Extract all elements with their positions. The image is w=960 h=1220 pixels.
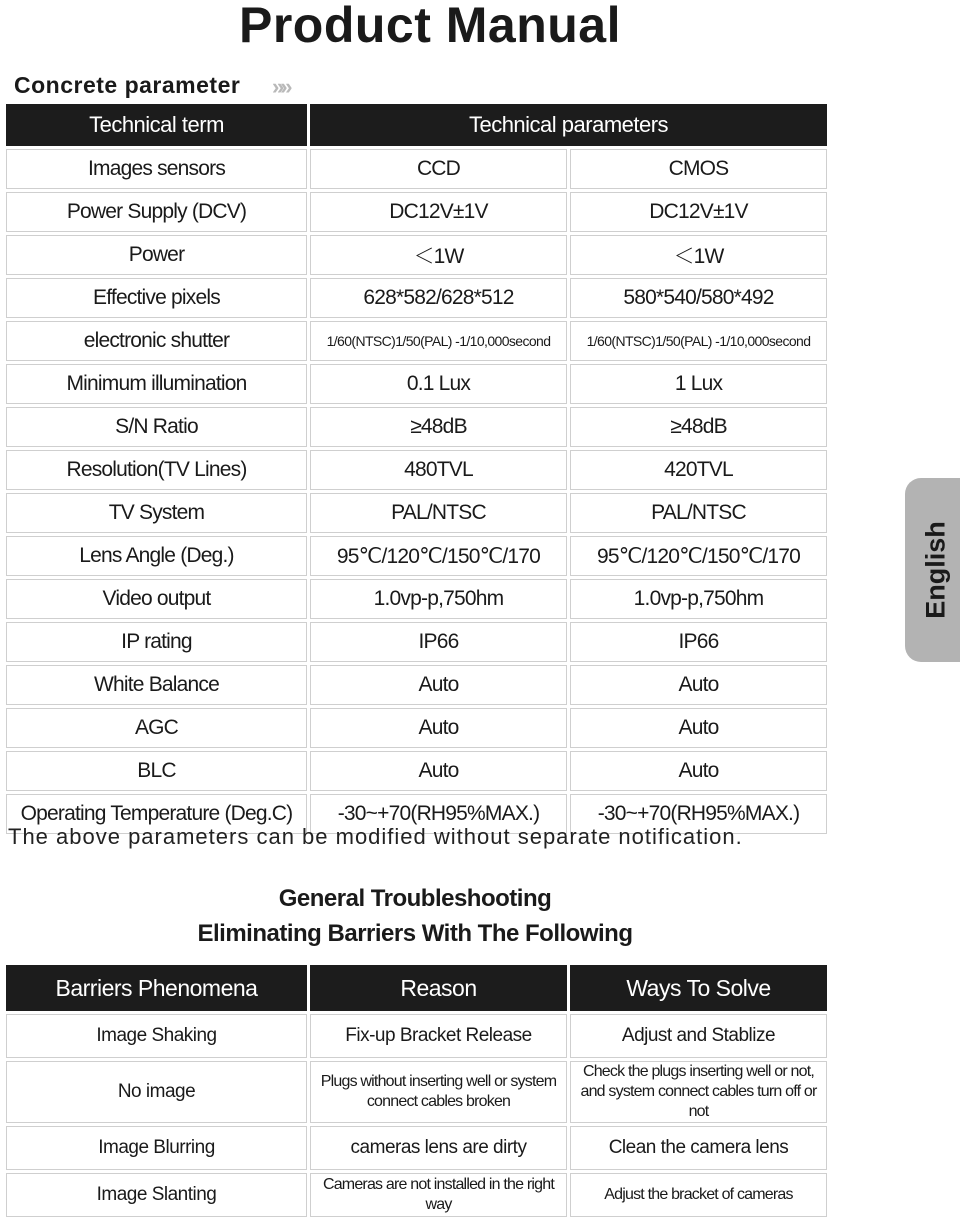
table-row <box>6 493 827 533</box>
header-reason: Reason <box>310 965 567 1011</box>
param-cmos-value: Auto <box>570 751 827 791</box>
param-term: Resolution(TV Lines) <box>6 450 307 490</box>
param-cmos-value: Auto <box>570 665 827 705</box>
chevron-right-icon: »» <box>272 74 289 99</box>
param-term: IP rating <box>6 622 307 662</box>
barrier-reason: cameras lens are dirty <box>310 1126 567 1170</box>
param-ccd-value: PAL/NTSC <box>310 493 567 533</box>
param-term: S/N Ratio <box>6 407 307 447</box>
table-row <box>6 278 827 318</box>
barrier-solution: Clean the camera lens <box>570 1126 827 1170</box>
param-term: electronic shutter <box>6 321 307 361</box>
parameters-table <box>3 101 830 837</box>
param-ccd-value: 95℃/120℃/150℃/170 <box>310 536 567 576</box>
param-ccd-value: ＜1W <box>310 235 567 275</box>
table-row <box>6 1173 827 1217</box>
param-ccd-value: DC12V±1V <box>310 192 567 232</box>
param-ccd-value: Auto <box>310 665 567 705</box>
barrier-solution: Check the plugs inserting well or not, and system connect cables turn off or not <box>570 1061 827 1123</box>
table-row <box>6 450 827 490</box>
param-cmos-value: ≥48dB <box>570 407 827 447</box>
param-cmos-value: CMOS <box>570 149 827 189</box>
header-barriers-phenomena: Barriers Phenomena <box>6 965 307 1011</box>
barrier-solution: Adjust the bracket of cameras <box>570 1173 827 1217</box>
param-ccd-value: Auto <box>310 751 567 791</box>
param-cmos-value: 1 Lux <box>570 364 827 404</box>
table-row <box>6 192 827 232</box>
parameters-header-row <box>6 104 827 146</box>
language-side-tab <box>905 478 960 662</box>
param-ccd-value: -30~+70(RH95%MAX.) <box>310 794 567 834</box>
param-term: Video output <box>6 579 307 619</box>
troubleshooting-table <box>3 962 830 1220</box>
param-cmos-value: DC12V±1V <box>570 192 827 232</box>
param-term: Power Supply (DCV) <box>6 192 307 232</box>
param-ccd-value: Auto <box>310 708 567 748</box>
param-ccd-value: CCD <box>310 149 567 189</box>
param-cmos-value: 1.0vp-p,750hm <box>570 579 827 619</box>
table-row <box>6 321 827 361</box>
param-term: AGC <box>6 708 307 748</box>
param-term: Effective pixels <box>6 278 307 318</box>
barrier-phenomenon: Image Blurring <box>6 1126 307 1170</box>
param-term: Lens Angle (Deg.) <box>6 536 307 576</box>
language-tab-label: English <box>920 521 951 619</box>
table-row <box>6 536 827 576</box>
barrier-reason: Fix-up Bracket Release <box>310 1014 567 1058</box>
param-cmos-value: PAL/NTSC <box>570 493 827 533</box>
header-ways-to-solve: Ways To Solve <box>570 965 827 1011</box>
troubleshooting-header-row <box>6 965 827 1011</box>
param-ccd-value: 1/60(NTSC)1/50(PAL) -1/10,000second <box>310 321 567 361</box>
barrier-phenomenon: Image Slanting <box>6 1173 307 1217</box>
table-row <box>6 235 827 275</box>
param-ccd-value: 480TVL <box>310 450 567 490</box>
parameters-notice: The above parameters can be modified without separate notification. <box>8 824 743 849</box>
table-row <box>6 708 827 748</box>
header-technical-term: Technical term <box>6 104 307 146</box>
barrier-reason: Cameras are not installed in the right way <box>310 1173 567 1217</box>
param-cmos-value: -30~+70(RH95%MAX.) <box>570 794 827 834</box>
param-ccd-value: 628*582/628*512 <box>310 278 567 318</box>
param-term: Operating Temperature (Deg.C) <box>6 794 307 834</box>
barrier-phenomenon: Image Shaking <box>6 1014 307 1058</box>
table-row <box>6 364 827 404</box>
param-cmos-value: ＜1W <box>570 235 827 275</box>
param-cmos-value: 95℃/120℃/150℃/170 <box>570 536 827 576</box>
table-row <box>6 1061 827 1123</box>
param-term: Power <box>6 235 307 275</box>
param-term: TV System <box>6 493 307 533</box>
page-title: Product Manual <box>238 0 622 53</box>
table-row <box>6 1014 827 1058</box>
param-term: White Balance <box>6 665 307 705</box>
troubleshooting-subtitle: Eliminating Barriers With The Following <box>197 920 633 947</box>
param-cmos-value: 580*540/580*492 <box>570 278 827 318</box>
barrier-phenomenon: No image <box>6 1061 307 1123</box>
param-term: BLC <box>6 751 307 791</box>
section-title: Concrete parameter <box>14 72 241 98</box>
param-ccd-value: ≥48dB <box>310 407 567 447</box>
table-row <box>6 665 827 705</box>
table-row <box>6 407 827 447</box>
param-cmos-value: Auto <box>570 708 827 748</box>
table-row <box>6 1126 827 1170</box>
troubleshooting-title: General Troubleshooting <box>278 885 552 912</box>
table-row <box>6 579 827 619</box>
param-cmos-value: 1/60(NTSC)1/50(PAL) -1/10,000second <box>570 321 827 361</box>
param-ccd-value: 0.1 Lux <box>310 364 567 404</box>
barrier-solution: Adjust and Stablize <box>570 1014 827 1058</box>
table-row <box>6 751 827 791</box>
param-term: Images sensors <box>6 149 307 189</box>
param-ccd-value: IP66 <box>310 622 567 662</box>
param-cmos-value: IP66 <box>570 622 827 662</box>
table-row <box>6 149 827 189</box>
header-technical-parameters: Technical parameters <box>310 104 827 146</box>
param-ccd-value: 1.0vp-p,750hm <box>310 579 567 619</box>
param-term: Minimum illumination <box>6 364 307 404</box>
table-row <box>6 622 827 662</box>
param-cmos-value: 420TVL <box>570 450 827 490</box>
barrier-reason: Plugs without inserting well or system connect cables broken <box>310 1061 567 1123</box>
